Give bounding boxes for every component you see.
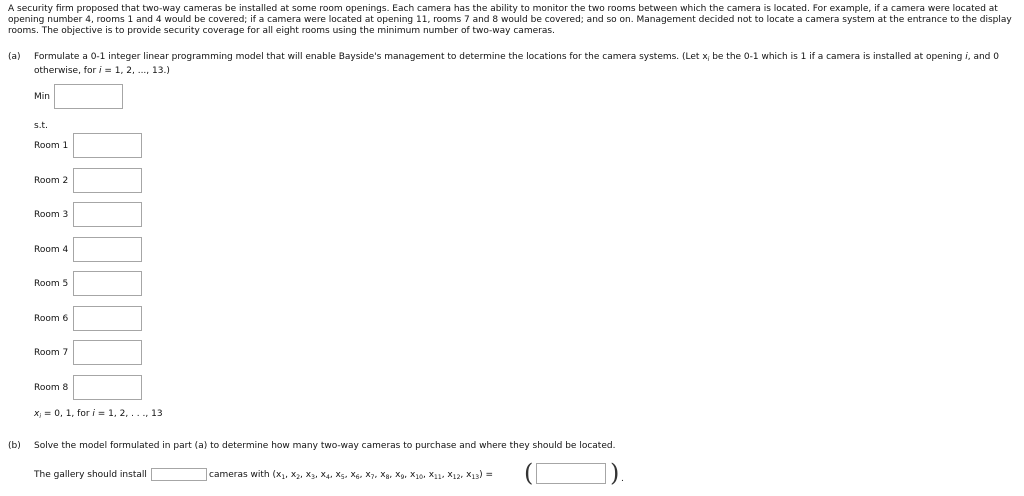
room-label-8: Room 8 — [34, 383, 69, 393]
variable-domain — [34, 409, 163, 420]
domain-post: = 1, 2, . . ., 13 — [94, 409, 163, 419]
sub-3: 3 — [311, 474, 315, 481]
room-6-constraint-input[interactable] — [73, 306, 142, 331]
camera-count-input[interactable] — [151, 468, 207, 481]
left-paren: ( — [524, 459, 534, 487]
problem-intro: A security firm proposed that two-way cameras be installed at some room openings. Each camera has the ability to monitor the two rooms between which the camera is located. For example, if a camera were located at opening number 4, rooms 1 and 4 would be covered; if a camera were located at opening 11, rooms 7 and 8 would be covered; and so on. Management decided not to locate a camera system at the entrance to the display rooms. The objective is to provide security coverage for all eight rooms using the minimum number of two-way cameras. — [8, 4, 1012, 36]
room-8-constraint-input[interactable] — [73, 375, 142, 400]
sub-8: 8 — [385, 474, 390, 481]
part-a-instructions — [34, 52, 999, 63]
install-eq: ) = — [479, 470, 494, 480]
part-a-text: Formulate a 0-1 integer linear programming model that will enable Bayside's management to determine the locations for the camera systems. (Let x — [34, 52, 708, 62]
part-a-text-2: be the 0-1 which is 1 if a camera is installed at opening — [709, 52, 966, 62]
objective-input[interactable] — [54, 84, 123, 109]
part-a-label: (a) — [8, 52, 21, 62]
st-label: s.t. — [34, 121, 48, 131]
install-mid: cameras with (x — [209, 470, 282, 480]
part-a-instructions-line2 — [34, 66, 170, 76]
part-a-text-3: , and 0 — [967, 52, 999, 62]
camera-locations-input[interactable] — [536, 463, 606, 484]
domain-i: i — [92, 409, 95, 419]
room-label-3: Room 3 — [34, 210, 69, 220]
right-paren: ) — [610, 459, 620, 487]
sub-5: 5 — [340, 474, 345, 481]
line2-post: = 1, 2, ..., 13.) — [101, 66, 170, 76]
room-label-7: Room 7 — [34, 348, 69, 358]
sub-2: 2 — [296, 474, 301, 481]
room-7-constraint-input[interactable] — [73, 340, 142, 365]
line2-pre: otherwise, for — [34, 66, 100, 76]
sub-6: 6 — [355, 474, 360, 481]
sub-7: 7 — [370, 474, 375, 481]
part-b-label: (b) — [8, 441, 21, 451]
sub-4: 4 — [326, 474, 330, 481]
part-a-sub: i — [707, 56, 710, 63]
room-label-1: Room 1 — [34, 141, 69, 151]
install-suffix: cameras with ($x_1$, $x_2$, $x_3$, $x_4$, $x_5$, $x_6$, $x_7$, $x_8$, $x_9$, $x_{10}$, $x_{11}$, $x_{12}$, $x_{13}$) = — [209, 470, 494, 481]
room-3-constraint-input[interactable] — [73, 202, 142, 227]
period: . — [621, 474, 624, 484]
room-5-constraint-input[interactable] — [73, 271, 142, 296]
room-2-constraint-input[interactable] — [73, 168, 142, 193]
room-label-6: Room 6 — [34, 314, 69, 324]
sub-10: 10 — [415, 474, 423, 481]
sub-9: 9 — [400, 474, 405, 481]
part-a-i: i — [965, 52, 968, 62]
domain-x: x — [34, 409, 40, 419]
sub-13: 13 — [471, 474, 480, 481]
sub-1: 1 — [281, 474, 286, 481]
part-b-text: Solve the model formulated in part (a) to determine how many two-way cameras to purchase and where they should be located. — [34, 441, 616, 451]
room-4-constraint-input[interactable] — [73, 237, 142, 262]
room-label-2: Room 2 — [34, 176, 69, 186]
sub-11: 11 — [434, 474, 442, 481]
room-label-4: Room 4 — [34, 245, 69, 255]
domain-sub: i — [39, 413, 41, 420]
line2-i: i — [99, 66, 102, 76]
room-1-constraint-input[interactable] — [73, 133, 142, 158]
room-label-5: Room 5 — [34, 279, 69, 289]
install-prefix: The gallery should install — [34, 470, 147, 480]
min-label: Min — [34, 92, 50, 102]
domain-mid: = 0, 1, for — [41, 409, 93, 419]
sub-12: 12 — [452, 474, 461, 481]
